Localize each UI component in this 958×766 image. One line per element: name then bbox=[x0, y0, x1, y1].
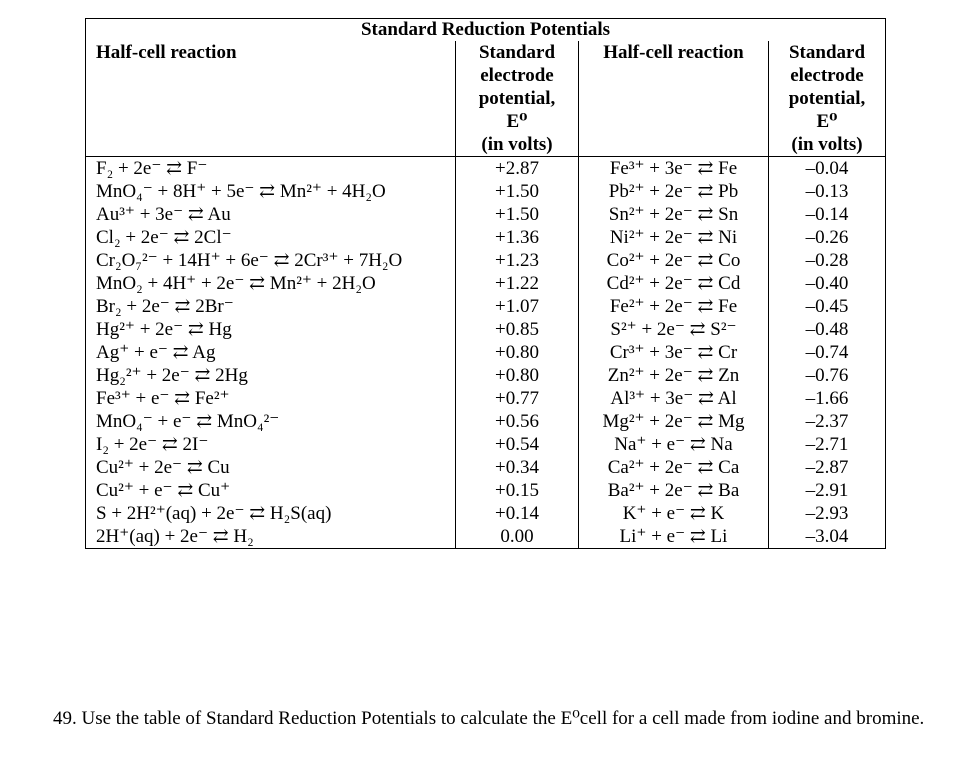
table-row bbox=[86, 157, 886, 181]
right-potential-cell: –1.66 bbox=[769, 387, 886, 410]
right-potential-cell: –0.26 bbox=[769, 226, 886, 249]
right-reaction-cell: Pb²⁺ + 2e⁻ ⇄ Pb bbox=[579, 180, 769, 203]
left-potential-cell: +1.50 bbox=[456, 203, 579, 226]
right-reaction-cell: S²⁺ + 2e⁻ ⇄ S²⁻ bbox=[579, 318, 769, 341]
right-potential-cell: –3.04 bbox=[769, 525, 886, 549]
right-reaction-cell: Cd²⁺ + 2e⁻ ⇄ Cd bbox=[579, 272, 769, 295]
left-reaction-cell: Cu²⁺ + 2e⁻ ⇄ Cu bbox=[86, 456, 456, 479]
right-reaction-cell: Co²⁺ + 2e⁻ ⇄ Co bbox=[579, 249, 769, 272]
left-reaction-cell: Cl₂ + 2e⁻ ⇄ 2Cl⁻ bbox=[86, 226, 456, 249]
table-row bbox=[86, 479, 886, 502]
table-row bbox=[86, 502, 886, 525]
right-reaction-cell: Al³⁺ + 3e⁻ ⇄ Al bbox=[579, 387, 769, 410]
left-potential-cell: +0.77 bbox=[456, 387, 579, 410]
right-reaction-header: Half-cell reaction bbox=[579, 41, 769, 157]
right-potential-cell: –2.93 bbox=[769, 502, 886, 525]
right-potential-cell: –0.76 bbox=[769, 364, 886, 387]
left-potential-cell: +0.15 bbox=[456, 479, 579, 502]
left-potential-cell: +0.34 bbox=[456, 456, 579, 479]
right-potential-cell: –0.28 bbox=[769, 249, 886, 272]
left-reaction-cell: Hg²⁺ + 2e⁻ ⇄ Hg bbox=[86, 318, 456, 341]
left-reaction-header: Half-cell reaction bbox=[86, 41, 456, 157]
reduction-potentials-table bbox=[85, 18, 886, 549]
left-reaction-cell: Cr₂O₇²⁻ + 14H⁺ + 6e⁻ ⇄ 2Cr³⁺ + 7H₂O bbox=[86, 249, 456, 272]
table-row bbox=[86, 387, 886, 410]
right-reaction-cell: Zn²⁺ + 2e⁻ ⇄ Zn bbox=[579, 364, 769, 387]
table-row bbox=[86, 226, 886, 249]
right-potential-cell: –2.91 bbox=[769, 479, 886, 502]
table-title: Standard Reduction Potentials bbox=[86, 19, 886, 42]
right-potential-cell: –0.14 bbox=[769, 203, 886, 226]
right-potential-cell: –0.48 bbox=[769, 318, 886, 341]
left-potential-cell: +1.36 bbox=[456, 226, 579, 249]
left-potential-cell: +0.54 bbox=[456, 433, 579, 456]
left-reaction-cell: Fe³⁺ + e⁻ ⇄ Fe²⁺ bbox=[86, 387, 456, 410]
right-reaction-cell: Ca²⁺ + 2e⁻ ⇄ Ca bbox=[579, 456, 769, 479]
right-potential-cell: –2.71 bbox=[769, 433, 886, 456]
right-reaction-cell: Li⁺ + e⁻ ⇄ Li bbox=[579, 525, 769, 549]
right-potential-cell: –2.87 bbox=[769, 456, 886, 479]
left-potential-cell: +1.22 bbox=[456, 272, 579, 295]
table-row bbox=[86, 341, 886, 364]
left-potential-cell: +1.07 bbox=[456, 295, 579, 318]
table-row bbox=[86, 318, 886, 341]
right-potential-cell: –0.04 bbox=[769, 157, 886, 181]
table-row bbox=[86, 364, 886, 387]
right-reaction-cell: Fe²⁺ + 2e⁻ ⇄ Fe bbox=[579, 295, 769, 318]
right-potential-header: Standard electrode potential, E⁰ (in volts) bbox=[769, 41, 886, 157]
left-potential-cell: 0.00 bbox=[456, 525, 579, 549]
right-reaction-cell: Na⁺ + e⁻ ⇄ Na bbox=[579, 433, 769, 456]
left-reaction-cell: Au³⁺ + 3e⁻ ⇄ Au bbox=[86, 203, 456, 226]
question-text: 49. Use the table of Standard Reduction Potentials to calculate the E⁰cell for a cell made from iodine and bromine. bbox=[53, 708, 925, 729]
right-reaction-cell: Fe³⁺ + 3e⁻ ⇄ Fe bbox=[579, 157, 769, 181]
left-reaction-cell: Ag⁺ + e⁻ ⇄ Ag bbox=[86, 341, 456, 364]
left-potential-cell: +2.87 bbox=[456, 157, 579, 181]
left-potential-cell: +1.23 bbox=[456, 249, 579, 272]
right-reaction-cell: K⁺ + e⁻ ⇄ K bbox=[579, 502, 769, 525]
right-potential-cell: –0.40 bbox=[769, 272, 886, 295]
left-potential-cell: +0.80 bbox=[456, 341, 579, 364]
left-potential-cell: +0.56 bbox=[456, 410, 579, 433]
table-row bbox=[86, 295, 886, 318]
table-row bbox=[86, 433, 886, 456]
reduction-potentials-table-container bbox=[85, 18, 885, 549]
left-potential-cell: +0.80 bbox=[456, 364, 579, 387]
left-reaction-cell: S + 2H²⁺(aq) + 2e⁻ ⇄ H₂S(aq) bbox=[86, 502, 456, 525]
left-reaction-cell: Br₂ + 2e⁻ ⇄ 2Br⁻ bbox=[86, 295, 456, 318]
right-reaction-cell: Cr³⁺ + 3e⁻ ⇄ Cr bbox=[579, 341, 769, 364]
table-row bbox=[86, 272, 886, 295]
right-potential-cell: –0.13 bbox=[769, 180, 886, 203]
left-reaction-cell: I₂ + 2e⁻ ⇄ 2I⁻ bbox=[86, 433, 456, 456]
left-potential-cell: +1.50 bbox=[456, 180, 579, 203]
left-reaction-cell: F₂ + 2e⁻ ⇄ F⁻ bbox=[86, 157, 456, 181]
table-row bbox=[86, 180, 886, 203]
right-potential-cell: –0.74 bbox=[769, 341, 886, 364]
left-potential-cell: +0.14 bbox=[456, 502, 579, 525]
left-reaction-cell: 2H⁺(aq) + 2e⁻ ⇄ H₂ bbox=[86, 525, 456, 549]
right-potential-cell: –2.37 bbox=[769, 410, 886, 433]
left-reaction-cell: MnO₄⁻ + 8H⁺ + 5e⁻ ⇄ Mn²⁺ + 4H₂O bbox=[86, 180, 456, 203]
left-potential-header: Standard electrode potential, E⁰ (in volts) bbox=[456, 41, 579, 157]
left-reaction-cell: Hg₂²⁺ + 2e⁻ ⇄ 2Hg bbox=[86, 364, 456, 387]
right-reaction-cell: Ba²⁺ + 2e⁻ ⇄ Ba bbox=[579, 479, 769, 502]
right-reaction-cell: Ni²⁺ + 2e⁻ ⇄ Ni bbox=[579, 226, 769, 249]
table-row bbox=[86, 525, 886, 549]
right-reaction-cell: Sn²⁺ + 2e⁻ ⇄ Sn bbox=[579, 203, 769, 226]
left-reaction-cell: MnO₂ + 4H⁺ + 2e⁻ ⇄ Mn²⁺ + 2H₂O bbox=[86, 272, 456, 295]
table-row bbox=[86, 410, 886, 433]
table-row bbox=[86, 456, 886, 479]
table-row bbox=[86, 249, 886, 272]
left-reaction-cell: Cu²⁺ + e⁻ ⇄ Cu⁺ bbox=[86, 479, 456, 502]
table-row bbox=[86, 203, 886, 226]
right-potential-cell: –0.45 bbox=[769, 295, 886, 318]
left-potential-cell: +0.85 bbox=[456, 318, 579, 341]
right-reaction-cell: Mg²⁺ + 2e⁻ ⇄ Mg bbox=[579, 410, 769, 433]
left-reaction-cell: MnO₄⁻ + e⁻ ⇄ MnO₄²⁻ bbox=[86, 410, 456, 433]
